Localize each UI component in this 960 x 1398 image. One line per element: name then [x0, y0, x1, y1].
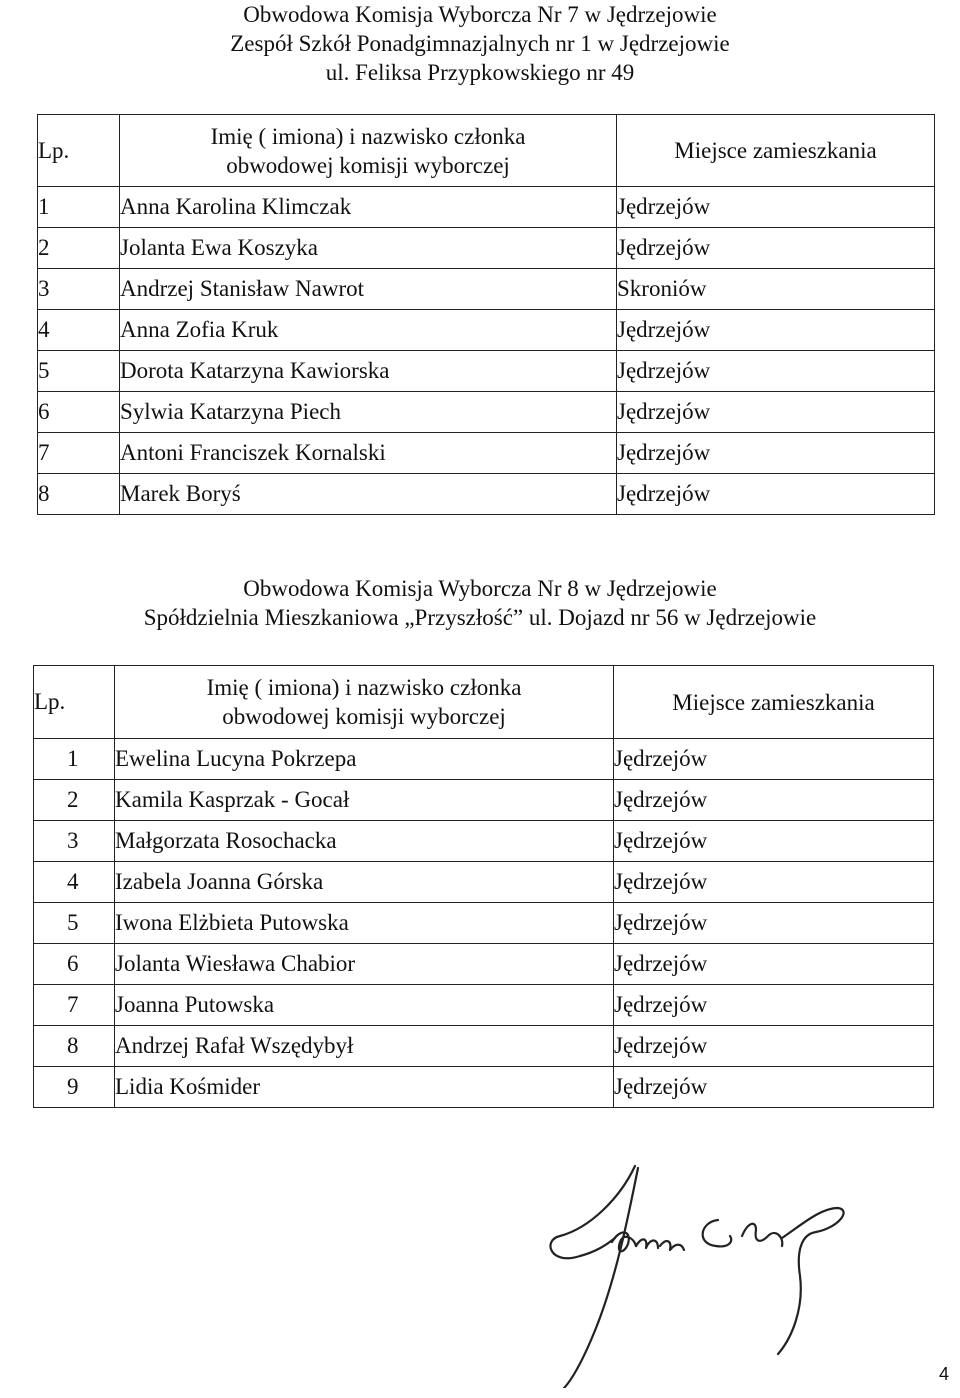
- table-row: [38, 351, 935, 392]
- table-row: [34, 862, 934, 903]
- residence: Skroniów: [617, 269, 935, 310]
- row-number: 3: [38, 269, 120, 310]
- residence: Jędrzejów: [617, 310, 935, 351]
- row-number: 5: [38, 351, 120, 392]
- residence: Jędrzejów: [614, 903, 934, 944]
- row-number: 3: [34, 821, 115, 862]
- row-number: 2: [38, 228, 120, 269]
- row-number: 1: [38, 187, 120, 228]
- table-row: [34, 985, 934, 1026]
- member-name: Antoni Franciszek Kornalski: [120, 433, 617, 474]
- table-row: [38, 474, 935, 515]
- member-name: Andrzej Rafał Wszędybył: [115, 1026, 614, 1067]
- member-name: Lidia Kośmider: [115, 1067, 614, 1108]
- table-header-row: [34, 666, 934, 739]
- row-number: 4: [34, 862, 115, 903]
- residence: Jędrzejów: [614, 985, 934, 1026]
- member-name: Jolanta Wiesława Chabior: [115, 944, 614, 985]
- table-header-row: [38, 115, 935, 187]
- commission-7-table: [37, 114, 935, 515]
- table-row: [34, 739, 934, 780]
- residence: Jędrzejów: [617, 474, 935, 515]
- table-row: [38, 269, 935, 310]
- table-row: [38, 433, 935, 474]
- commission-8-table: [33, 665, 934, 1108]
- commission-7-address: ul. Feliksa Przypkowskiego nr 49: [325, 60, 635, 85]
- commission-7-header: [0, 0, 960, 87]
- member-name: Jolanta Ewa Koszyka: [120, 228, 617, 269]
- row-number: 5: [34, 903, 115, 944]
- residence: Jędrzejów: [614, 780, 934, 821]
- residence: Jędrzejów: [617, 228, 935, 269]
- commission-8-location: Spółdzielnia Mieszkaniowa „Przyszłość” ul. Dojazd nr 56 w Jędrzejowie: [143, 605, 817, 630]
- residence: Jędrzejów: [614, 1067, 934, 1108]
- table-row: [38, 310, 935, 351]
- member-name: Andrzej Stanisław Nawrot: [120, 269, 617, 310]
- residence: Jędrzejów: [614, 739, 934, 780]
- member-name: Joanna Putowska: [115, 985, 614, 1026]
- residence: Jędrzejów: [617, 392, 935, 433]
- row-number: 8: [34, 1026, 115, 1067]
- page-number: 4: [938, 1364, 949, 1384]
- table-row: [34, 821, 934, 862]
- residence: Jędrzejów: [617, 433, 935, 474]
- residence: Jędrzejów: [617, 351, 935, 392]
- member-name: Kamila Kasprzak - Gocał: [115, 780, 614, 821]
- table-row: [34, 944, 934, 985]
- row-number: 6: [34, 944, 115, 985]
- residence: Jędrzejów: [614, 1026, 934, 1067]
- member-name: Anna Zofia Kruk: [120, 310, 617, 351]
- member-name: Iwona Elżbieta Putowska: [115, 903, 614, 944]
- member-name: Dorota Katarzyna Kawiorska: [120, 351, 617, 392]
- residence: Jędrzejów: [614, 944, 934, 985]
- table-row: [34, 1067, 934, 1108]
- lp-column-header: Lp.: [34, 666, 115, 739]
- member-name: Izabela Joanna Górska: [115, 862, 614, 903]
- table-row: [38, 392, 935, 433]
- residence: Jędrzejów: [617, 187, 935, 228]
- residence-column-header: Miejsce zamieszkania: [614, 666, 934, 739]
- table-row: [34, 1026, 934, 1067]
- commission-7-title: Obwodowa Komisja Wyborcza Nr 7 w Jędrzejowie: [243, 2, 717, 27]
- row-number: 2: [34, 780, 115, 821]
- row-number: 9: [34, 1067, 115, 1108]
- member-name: Sylwia Katarzyna Piech: [120, 392, 617, 433]
- row-number: 4: [38, 310, 120, 351]
- row-number: 7: [38, 433, 120, 474]
- handwritten-signature: [520, 1158, 860, 1388]
- row-number: 8: [38, 474, 120, 515]
- table-row: [34, 780, 934, 821]
- table-row: [34, 903, 934, 944]
- table-row: [38, 187, 935, 228]
- residence: Jędrzejów: [614, 821, 934, 862]
- residence-column-header: Miejsce zamieszkania: [617, 115, 935, 187]
- table-row: [38, 228, 935, 269]
- residence: Jędrzejów: [614, 862, 934, 903]
- commission-8-title: Obwodowa Komisja Wyborcza Nr 8 w Jędrzejowie: [243, 576, 717, 601]
- row-number: 7: [34, 985, 115, 1026]
- row-number: 1: [34, 739, 115, 780]
- name-column-header: Imię ( imiona) i nazwisko członka obwodowej komisji wyborczej: [115, 666, 614, 739]
- lp-column-header: Lp.: [38, 115, 120, 187]
- commission-8-header: [0, 574, 960, 632]
- member-name: Anna Karolina Klimczak: [120, 187, 617, 228]
- member-name: Małgorzata Rosochacka: [115, 821, 614, 862]
- member-name: Marek Boryś: [120, 474, 617, 515]
- member-name: Ewelina Lucyna Pokrzepa: [115, 739, 614, 780]
- row-number: 6: [38, 392, 120, 433]
- name-column-header: Imię ( imiona) i nazwisko członka obwodowej komisji wyborczej: [120, 115, 617, 187]
- commission-7-location: Zespół Szkół Ponadgimnazjalnych nr 1 w Jędrzejowie: [230, 31, 730, 56]
